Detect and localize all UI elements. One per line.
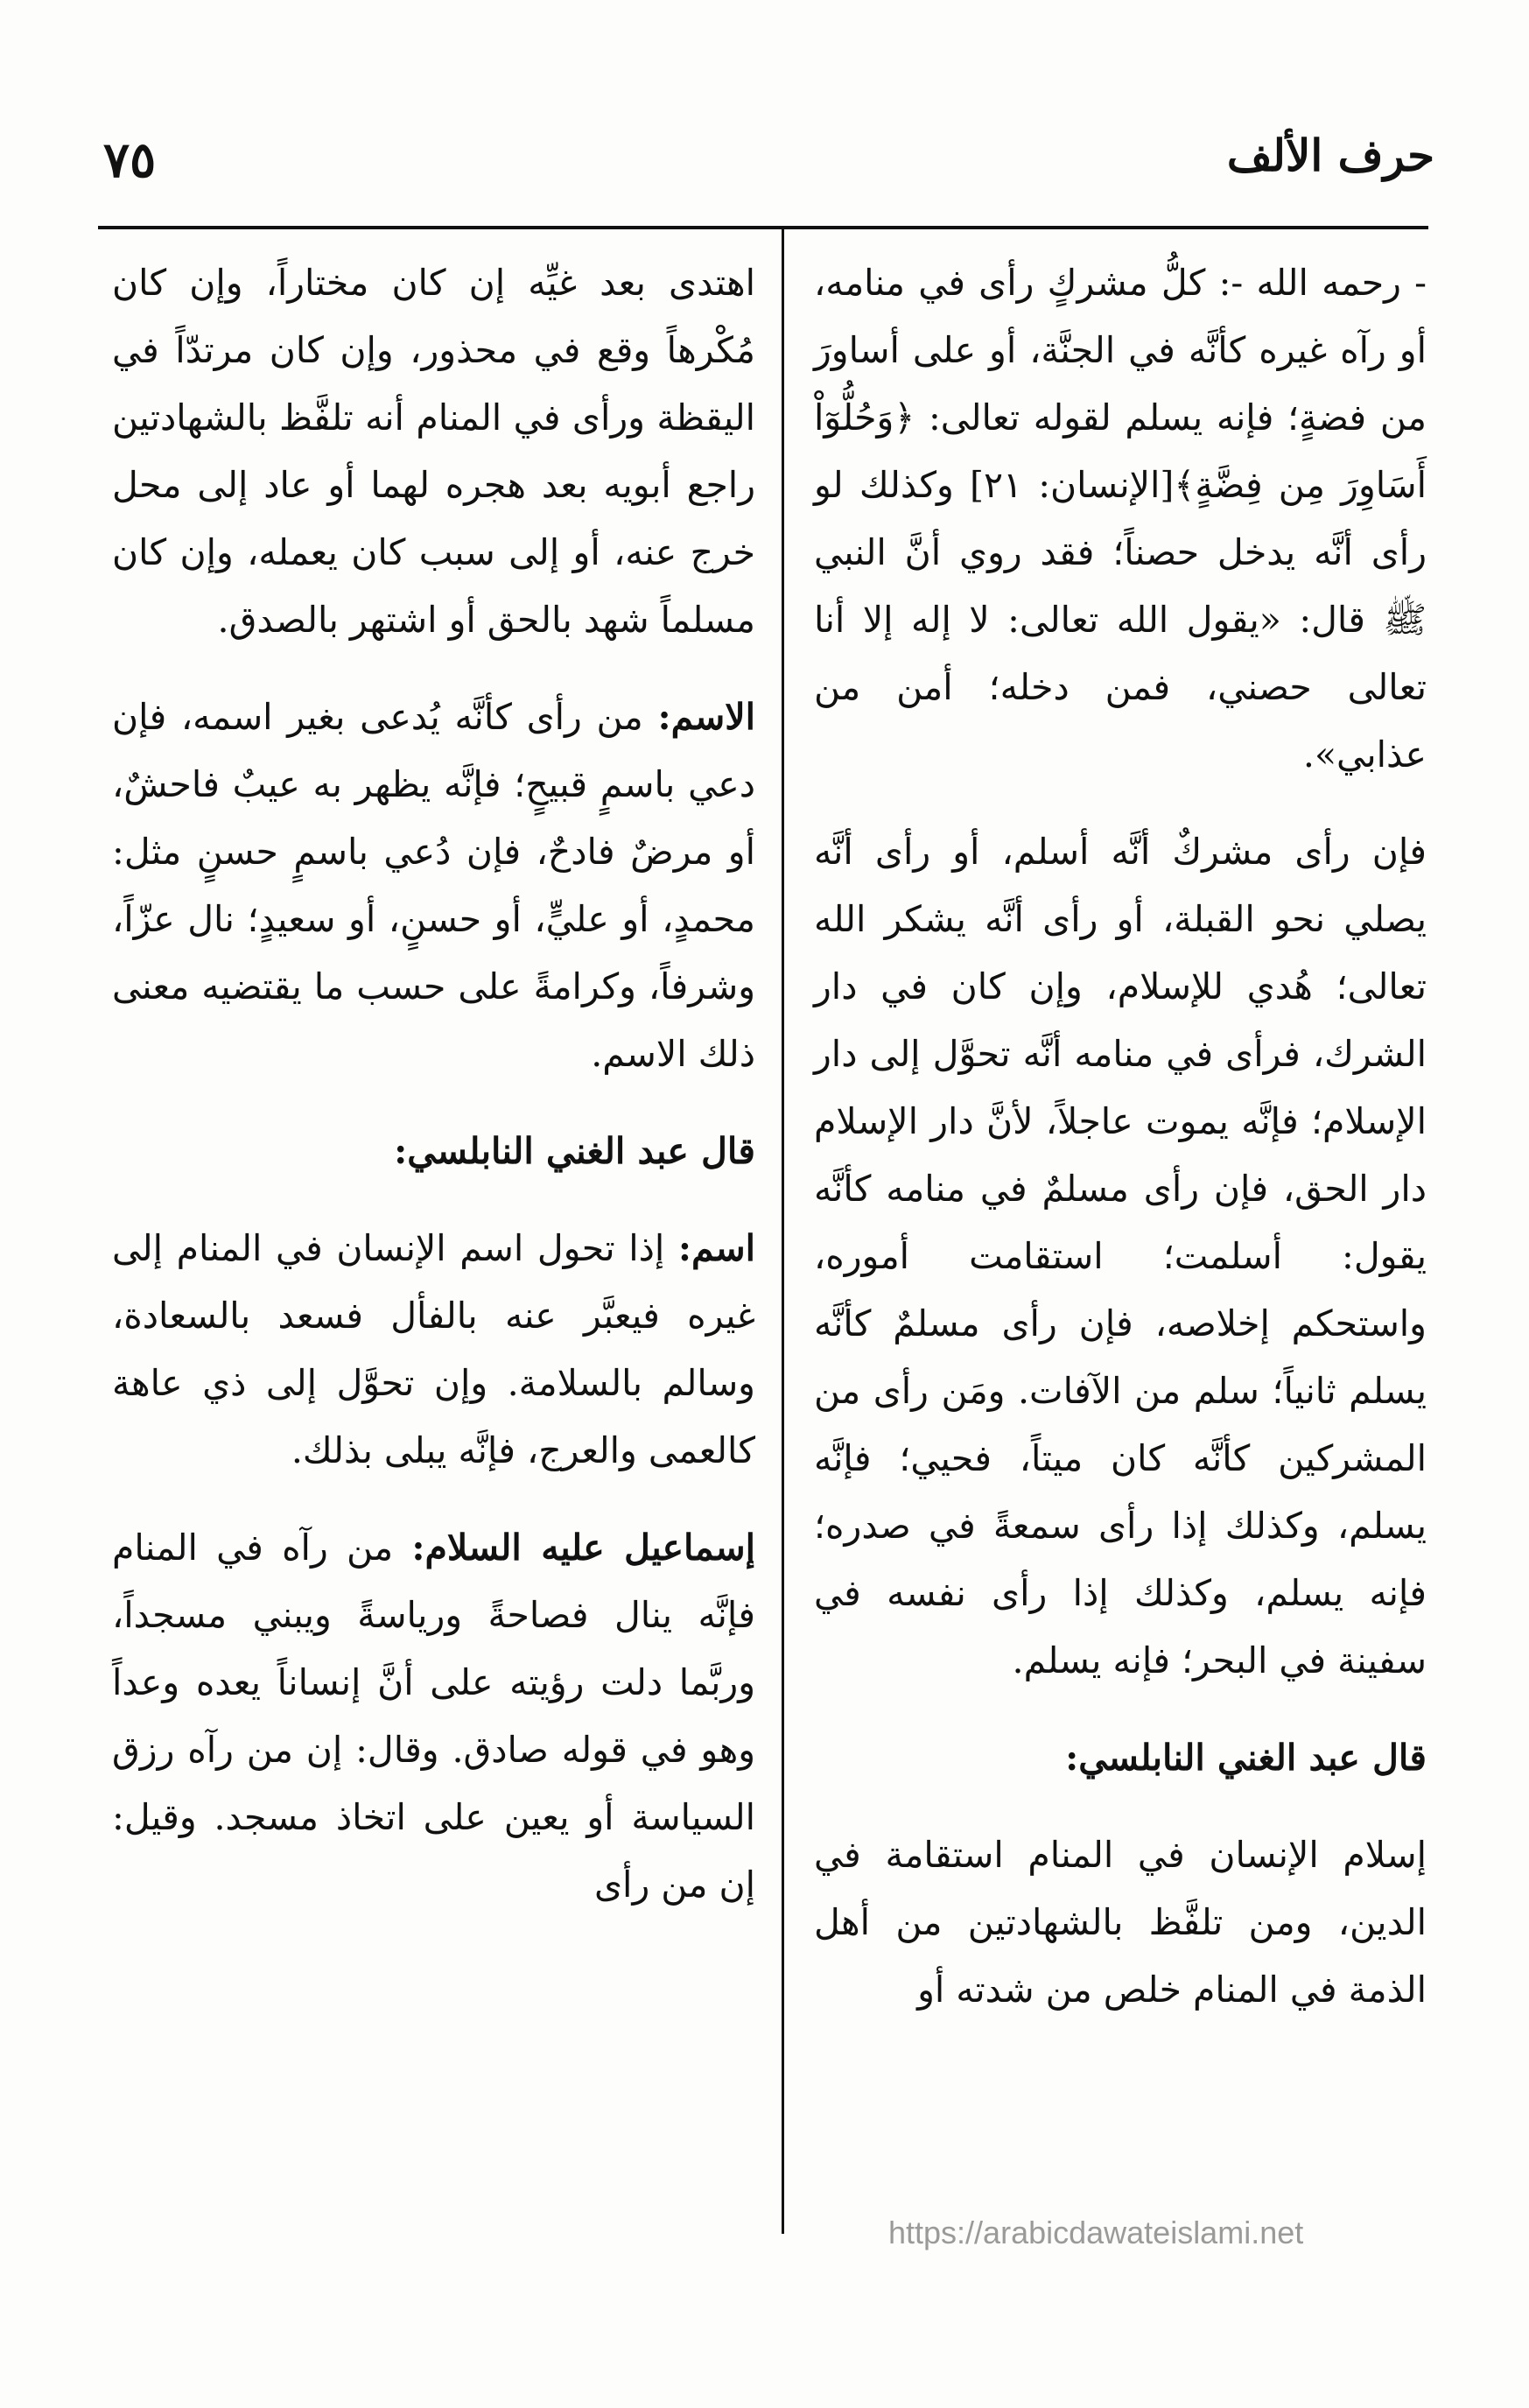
entry-text: من رآه في المنام فإنَّه ينال فصاحةً ورياسةً ويبني مسجداً، وربَّما دلت رؤيته على أنَّ إنساناً يعده وعداً وهو في قوله صادق. وقال: إن من رآه رزق السياسة أو يعين على اتخاذ مسجد. وقيل: إن من رأى: [112, 1527, 755, 1906]
page-number: ٧٥: [103, 131, 157, 189]
paragraph: إسلام الإنسان في المنام استقامة في الدين، ومن تلفَّظ بالشهادتين من أهل الذمة في المنام خلص من شدته أو: [814, 1834, 1427, 2011]
entry-term: اسم:: [677, 1227, 755, 1269]
entry-term: الاسم:: [657, 696, 755, 738]
column-divider: [782, 229, 784, 2234]
running-header-title: حرف الألف: [1226, 130, 1434, 181]
paragraph: اهتدى بعد غيِّه إن كان مختاراً، وإن كان مُكْرهاً وقع في محذور، وإن كان مرتدّاً في اليقظة ورأى في المنام أنه تلفَّظ بالشهادتين راجع أبويه بعد هجره لهما أو عاد إلى محل خرج عنه، أو إلى سبب كان يعمله، وإن كان مسلماً شهد بالحق أو اشتهر بالصدق.: [112, 262, 755, 641]
section-heading: قال عبد الغني النابلسي:: [394, 1130, 755, 1172]
entry-paragraph: [112, 684, 755, 1088]
right-column: [814, 249, 1427, 2053]
section-heading: قال عبد الغني النابلسي:: [1065, 1737, 1427, 1779]
entry-paragraph: [112, 1514, 755, 1919]
paragraph: فإن رأى مشركٌ أنَّه أسلم، أو رأى أنَّه يصلي نحو القبلة، أو رأى أنَّه يشكر الله تعالى؛ هُدي للإسلام، وإن كان في دار الشرك، فرأى في منامه أنَّه تحوَّل إلى دار الإسلام؛ فإنَّه يموت عاجلاً، لأنَّ دار الإسلام دار الحق، فإن رأى مسلمٌ في منامه كأنَّه يقول: أسلمت؛ استقامت أموره، واستحكم إخلاصه، فإن رأى مسلمٌ كأنَّه يسلم ثانياً؛ سلم من الآفات. ومَن رأى من المشركين كأنَّه كان ميتاً، فحيي؛ فإنَّه يسلم، وكذلك إذا رأى سمعةً في صدره؛ فإنه يسلم، وكذلك إذا رأى نفسه في سفينة في البحر؛ فإنه يسلم.: [814, 831, 1427, 1681]
header-rule: [98, 226, 1428, 229]
paragraph: - رحمه الله -: كلُّ مشركٍ رأى في منامه، أو رآه غيره كأنَّه في الجنَّة، أو على أساورَ من فضةٍ؛ فإنه يسلم لقوله تعالى: ﴿وَحُلُّوٓاْ أَسَاوِرَ مِن فِضَّةٍ﴾[الإنسان: ٢١] وكذلك لو رأى أنَّه يدخل حصناً؛ فقد روي أنَّ النبي ﷺ قال: «يقول الله تعالى: لا إله إلا أنا تعالى حصني، فمن دخله؛ أمن من عذابي».: [814, 262, 1427, 776]
left-column: [112, 249, 755, 1948]
entry-text: إذا تحول اسم الإنسان في المنام إلى غيره فيعبَّر عنه بالفأل فسعد بالسعادة، وسالم بالسلامة. وإن تحوَّل إلى ذي عاهة كالعمى والعرج، فإنَّه يبلى بذلك.: [112, 1227, 755, 1471]
entry-paragraph: [112, 1215, 755, 1485]
source-watermark: https://arabicdawateislami.net: [888, 2215, 1304, 2250]
entry-term: إسماعيل عليه السلام:: [411, 1527, 755, 1569]
entry-text: من رأى كأنَّه يُدعى بغير اسمه، فإن دعي باسمٍ قبيحٍ؛ فإنَّه يظهر به عيبٌ فاحشٌ، أو مرضٌ فادحٌ، فإن دُعي باسمٍ حسنٍ مثل: محمدٍ، أو عليٍّ، أو حسنٍ، أو سعيدٍ؛ نال عزّاً، وشرفاً، وكرامةً على حسب ما يقتضيه معنى ذلك الاسم.: [112, 696, 755, 1075]
